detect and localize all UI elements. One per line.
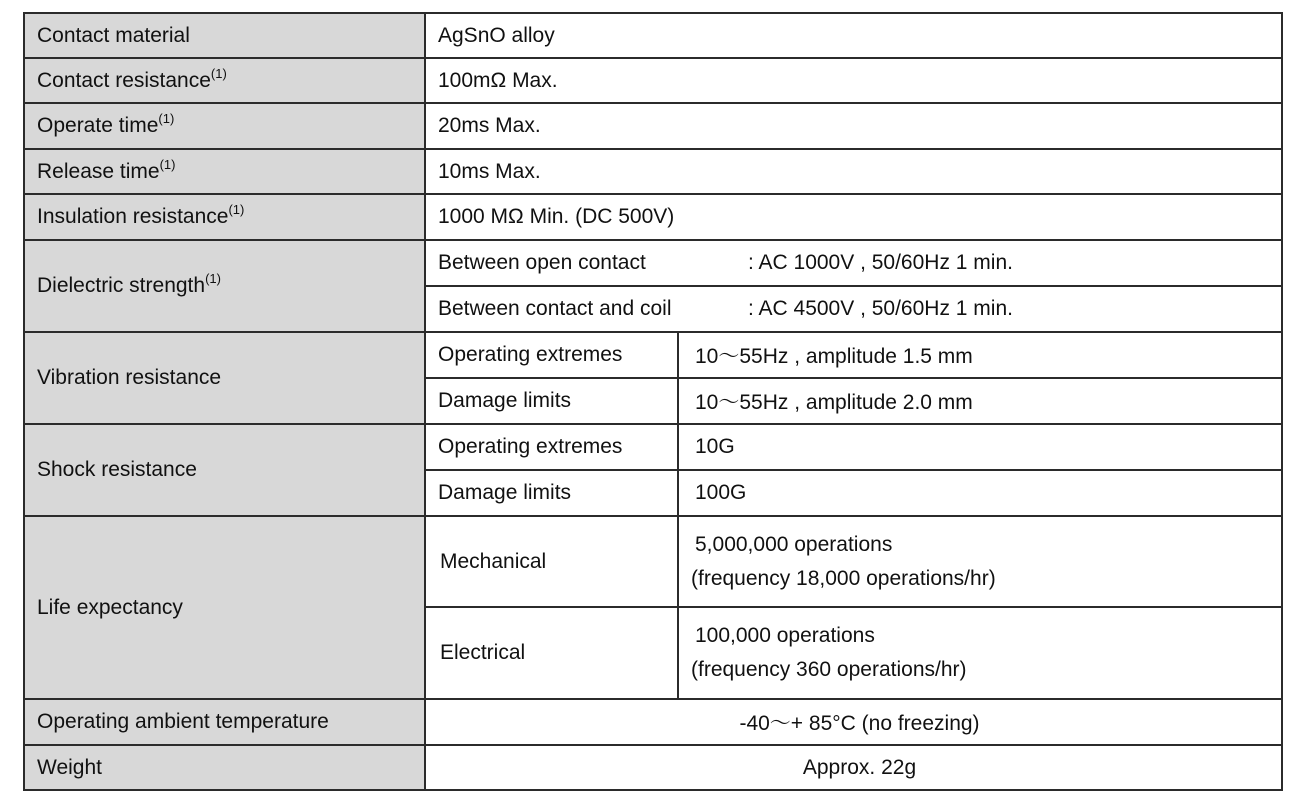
footnote-mark: (1) [205, 271, 221, 286]
footnote-mark: (1) [158, 111, 175, 126]
label-text: Dielectric strength [37, 274, 206, 297]
item-key: Operating extremes [438, 435, 623, 458]
item-value-line1: 5,000,000 operations [695, 532, 893, 556]
item-value: 100G [695, 481, 747, 504]
item-value: 10G [695, 435, 735, 458]
label-text: Weight [37, 755, 102, 779]
value-insulation-resistance [425, 194, 1282, 240]
footnote-mark: (1) [228, 202, 245, 217]
item-key: Operating extremes [438, 343, 623, 366]
value-text: 100mΩ Max. [438, 68, 558, 92]
label-contact-resistance [24, 58, 425, 103]
item-key: Mechanical [440, 549, 547, 573]
label-text: Insulation resistance [37, 205, 229, 228]
value-life-mechanical [678, 516, 1282, 607]
value-shock-operating [678, 424, 1282, 470]
value-text: Approx. 22g [802, 755, 917, 779]
value-contact-resistance [425, 58, 1282, 103]
label-text: Shock resistance [37, 458, 197, 481]
key-vibration-operating [425, 332, 678, 378]
key-shock-operating [425, 424, 678, 470]
label-weight [24, 745, 425, 790]
row-life-1 [24, 516, 1282, 607]
value-contact-material [425, 13, 1282, 58]
item-value: 10～55Hz , amplitude 1.5 mm [695, 345, 973, 368]
value-release-time [425, 149, 1282, 194]
value-life-electrical [678, 607, 1282, 699]
value-shock-damage [678, 470, 1282, 516]
key-shock-damage [425, 470, 678, 516]
label-text: Operating ambient temperature [37, 710, 329, 733]
value-operate-time [425, 103, 1282, 149]
item-value: : AC 4500V , 50/60Hz 1 min. [748, 297, 1013, 320]
label-text: Release time [37, 159, 160, 183]
label-operate-time [24, 103, 425, 149]
item-key: Between open contact [438, 251, 646, 274]
value-vibration-operating [678, 332, 1282, 378]
value-text: -40～+ 85°C (no freezing) [739, 712, 980, 735]
item-key: Damage limits [438, 389, 572, 412]
label-operating-temperature [24, 699, 425, 745]
label-life-expectancy [24, 516, 425, 699]
row-contact-resistance [24, 58, 1282, 103]
item-value: : AC 1000V , 50/60Hz 1 min. [748, 251, 1013, 274]
item-key: Damage limits [438, 481, 572, 504]
row-operate-time [24, 103, 1282, 149]
item-value-line2: (frequency 360 operations/hr) [691, 658, 967, 681]
label-vibration-resistance [24, 332, 425, 424]
value-dielectric-contact-coil [425, 286, 1282, 332]
spec-table [23, 12, 1283, 791]
key-life-electrical [425, 607, 678, 699]
row-shock-1 [24, 424, 1282, 470]
value-text: 10ms Max. [438, 159, 541, 183]
value-dielectric-open-contact [425, 240, 1282, 286]
label-release-time [24, 149, 425, 194]
label-text: Contact material [37, 23, 190, 47]
row-operating-temperature [24, 699, 1282, 745]
value-weight [425, 745, 1282, 790]
item-value-line1: 100,000 operations [695, 624, 875, 648]
label-contact-material [24, 13, 425, 58]
value-text: AgSnO alloy [438, 23, 555, 47]
item-value-line2: (frequency 18,000 operations/hr) [691, 566, 996, 590]
spec-table-container [23, 12, 1283, 791]
item-value: 10～55Hz , amplitude 2.0 mm [695, 391, 973, 414]
footnote-mark: (1) [210, 65, 227, 81]
row-weight [24, 745, 1282, 790]
item-key: Electrical [440, 641, 526, 664]
label-dielectric-strength [24, 240, 425, 332]
value-operating-temperature [425, 699, 1282, 745]
row-insulation-resistance [24, 194, 1282, 240]
label-text: Life expectancy [37, 595, 183, 619]
key-vibration-damage [425, 378, 678, 424]
label-shock-resistance [24, 424, 425, 516]
label-text: Operate time [37, 114, 159, 137]
row-dielectric-1 [24, 240, 1282, 286]
value-text: 20ms Max. [438, 114, 541, 137]
item-key: Between contact and coil [438, 297, 672, 320]
row-vibration-1 [24, 332, 1282, 378]
footnote-mark: (1) [159, 156, 176, 172]
label-text: Vibration resistance [37, 366, 222, 389]
label-text: Contact resistance [37, 68, 211, 92]
key-life-mechanical [425, 516, 678, 607]
label-insulation-resistance [24, 194, 425, 240]
row-release-time [24, 149, 1282, 194]
row-contact-material [24, 13, 1282, 58]
value-vibration-damage [678, 378, 1282, 424]
value-text: 1000 MΩ Min. (DC 500V) [438, 205, 675, 228]
